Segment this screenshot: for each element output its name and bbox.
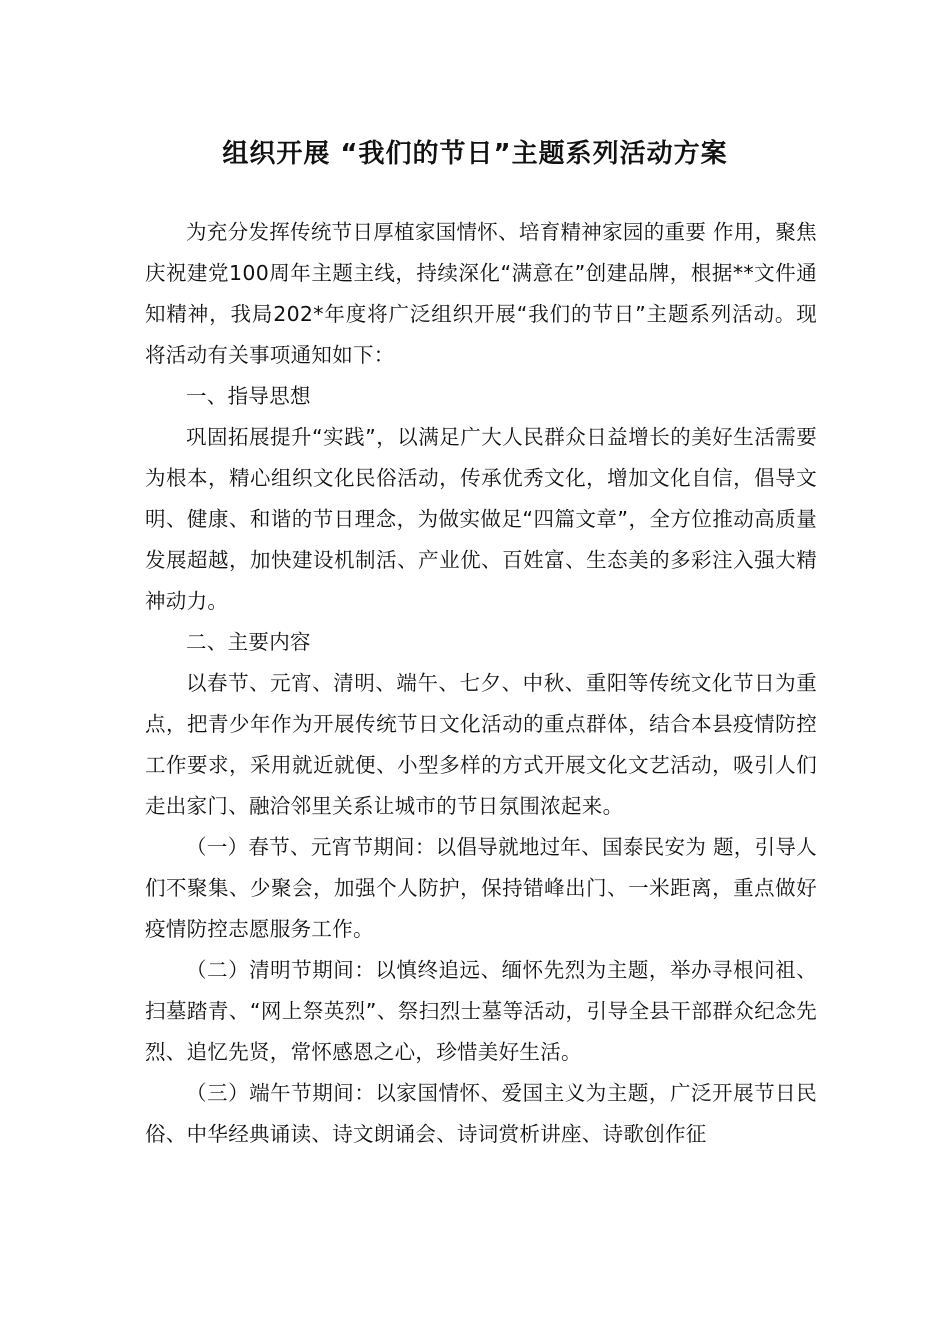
paragraph-dragon-boat: （三）端午节期间：以家国情怀、爱国主义为主题，广泛开展节日民俗、中华经典诵读、诗文朗诵会、诗词赏析讲座、诗歌创作征 [145, 1081, 817, 1146]
document-title: 组织开展 “我们的节日”主题系列活动方案 [222, 139, 728, 169]
paragraph-guiding-ideology: 巩固拓展提升“实践”，以满足广大人民群众日益增长的美好生活需要为根本，精心组织文化民俗活动，传承优秀文化，增加文化自信，倡导文明、健康、和谐的节日理念，为做实做足“四篇文章”，全方位推动高质量发展超越，加快建设机制活、产业优、百姓富、生态美的多彩注入强大精神动力。 [145, 425, 817, 613]
document-body [145, 212, 817, 1155]
section-heading-main-content: 二、主要内容 [186, 630, 311, 654]
paragraph-qingming: （二）清明节期间：以慎终追远、缅怀先烈为主题，举办寻根问祖、扫墓踏青、“网上祭英烈”、祭扫烈士墓等活动，引导全县干部群众纪念先烈、追忆先贤，常怀感恩之心，珍惜美好生活。 [145, 958, 817, 1064]
section-heading-guiding-ideology: 一、指导思想 [186, 384, 311, 408]
paragraph-main-content: 以春节、元宵、清明、端午、七夕、中秋、重阳等传统文化节日为重点，把青少年作为开展传统节日文化活动的重点群体，结合本县疫情防控工作要求，采用就近就便、小型多样的方式开展文化文艺活动，吸引人们走出家门、融洽邻里关系让城市的节日氛围浓起来。 [145, 671, 817, 818]
paragraph-intro: 为充分发挥传统节日厚植家国情怀、培育精神家园的重要 作用，聚焦庆祝建党100周年主题主线，持续深化“满意在”创建品牌，根据**文件通知精神，我局202*年度将广泛组织开展“我们的节日”主题系列活动。现将活动有关事项通知如下： [145, 220, 817, 367]
paragraph-spring-festival: （一）春节、元宵节期间：以倡导就地过年、国泰民安为 题，引导人们不聚集、少聚会，加强个人防护，保持错峰出门、一米距离，重点做好疫情防控志愿服务工作。 [145, 835, 817, 941]
